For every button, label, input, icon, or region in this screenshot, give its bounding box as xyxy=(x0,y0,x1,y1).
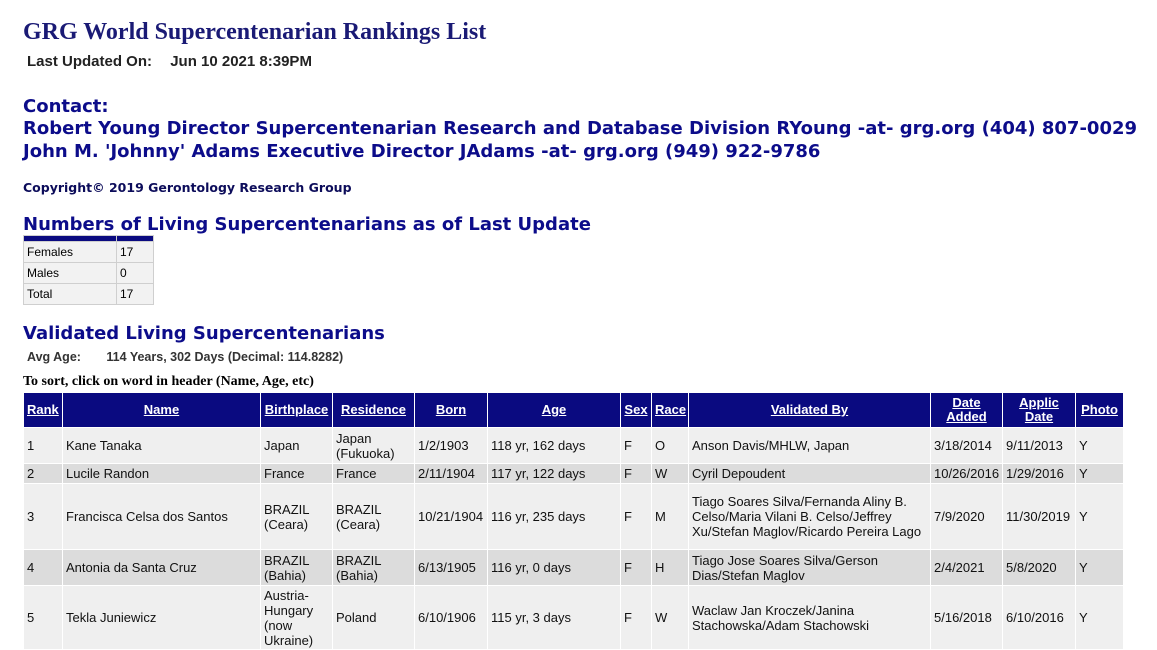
cell-applic-date: 9/11/2013 xyxy=(1003,428,1076,464)
cell-validated-by: Waclaw Jan Kroczek/Janina Stachowska/Adam Stachowski xyxy=(689,586,931,650)
page-title: GRG World Supercentenarian Rankings List xyxy=(23,19,487,45)
cell-born: 2/11/1904 xyxy=(415,464,488,484)
cell-date-added: 5/16/2018 xyxy=(931,586,1003,650)
cell-birthplace: France xyxy=(261,464,333,484)
count-label: Females xyxy=(24,242,117,263)
cell-date-added: 3/18/2014 xyxy=(931,428,1003,464)
sort-header-validated-by[interactable]: Validated By xyxy=(689,393,931,428)
cell-applic-date: 5/8/2020 xyxy=(1003,550,1076,586)
cell-born: 6/10/1906 xyxy=(415,586,488,650)
cell-name: Kane Tanaka xyxy=(63,428,261,464)
cell-name: Antonia da Santa Cruz xyxy=(63,550,261,586)
cell-date-added: 2/4/2021 xyxy=(931,550,1003,586)
cell-rank: 5 xyxy=(24,586,63,650)
count-value: 17 xyxy=(117,242,154,263)
last-updated-label: Last Updated On: xyxy=(27,53,153,70)
cell-photo: Y xyxy=(1076,586,1124,650)
cell-sex: F xyxy=(621,428,652,464)
cell-born: 6/13/1905 xyxy=(415,550,488,586)
cell-race: O xyxy=(652,428,689,464)
cell-sex: F xyxy=(621,464,652,484)
sort-header-birthplace[interactable]: Birthplace xyxy=(261,393,333,428)
table-header-row xyxy=(24,393,1124,428)
cell-sex: F xyxy=(621,586,652,650)
cell-date-added: 7/9/2020 xyxy=(931,484,1003,550)
cell-photo: Y xyxy=(1076,550,1124,586)
avg-age xyxy=(27,350,343,364)
cell-name: Lucile Randon xyxy=(63,464,261,484)
cell-photo: Y xyxy=(1076,484,1124,550)
table-row xyxy=(24,428,1124,464)
count-label: Males xyxy=(24,263,117,284)
count-label: Total xyxy=(24,284,117,305)
table-row xyxy=(24,484,1124,550)
contact-line-adams: John M. 'Johnny' Adams Executive Director JAdams -at- grg.org (949) 922-9786 xyxy=(23,141,821,162)
cell-validated-by: Tiago Soares Silva/Fernanda Aliny B. Celso/Maria Vilani B. Celso/Jeffrey Xu/Stefan Maglov/Ricardo Pereira Lago xyxy=(689,484,931,550)
cell-validated-by: Anson Davis/MHLW, Japan xyxy=(689,428,931,464)
sort-header-age[interactable]: Age xyxy=(488,393,621,428)
cell-rank: 2 xyxy=(24,464,63,484)
cell-race: H xyxy=(652,550,689,586)
cell-age: 118 yr, 162 days xyxy=(488,428,621,464)
cell-sex: F xyxy=(621,484,652,550)
cell-age: 115 yr, 3 days xyxy=(488,586,621,650)
date-added-line1[interactable]: Date xyxy=(952,395,981,410)
cell-birthplace: BRAZIL (Bahia) xyxy=(261,550,333,586)
numbers-heading: Numbers of Living Supercentenarians as of Last Update xyxy=(23,214,591,235)
cell-race: M xyxy=(652,484,689,550)
sort-header-photo[interactable]: Photo xyxy=(1076,393,1124,428)
cell-race: W xyxy=(652,586,689,650)
cell-born: 1/2/1903 xyxy=(415,428,488,464)
applic-date-line2[interactable]: Date xyxy=(1024,409,1054,424)
validated-heading: Validated Living Supercentenarians xyxy=(23,323,385,344)
cell-rank: 4 xyxy=(24,550,63,586)
cell-birthplace: Japan xyxy=(261,428,333,464)
table-row xyxy=(24,586,1124,650)
cell-residence: BRAZIL (Ceara) xyxy=(333,484,415,550)
contact-heading: Contact: xyxy=(23,96,109,117)
sort-header-born[interactable]: Born xyxy=(415,393,488,428)
date-added-line2[interactable]: Added xyxy=(946,409,987,424)
cell-age: 116 yr, 0 days xyxy=(488,550,621,586)
cell-name: Tekla Juniewicz xyxy=(63,586,261,650)
last-updated-value: Jun 10 2021 8:39PM xyxy=(170,53,312,70)
copyright-notice: Copyright© 2019 Gerontology Research Group xyxy=(23,180,352,195)
contact-line-young: Robert Young Director Supercentenarian Research and Database Division RYoung -at- grg.org (404) 807-0029 xyxy=(23,118,1138,139)
cell-date-added: 10/26/2016 xyxy=(931,464,1003,484)
count-value: 0 xyxy=(117,263,154,284)
count-row-females xyxy=(24,242,154,263)
cell-born: 10/21/1904 xyxy=(415,484,488,550)
cell-name: Francisca Celsa dos Santos xyxy=(63,484,261,550)
avg-age-label: Avg Age: xyxy=(27,350,81,364)
last-updated xyxy=(27,53,312,70)
cell-applic-date: 6/10/2016 xyxy=(1003,586,1076,650)
table-row xyxy=(24,464,1124,484)
cell-applic-date: 11/30/2019 xyxy=(1003,484,1076,550)
cell-race: W xyxy=(652,464,689,484)
sort-header-applic-date[interactable] xyxy=(1003,393,1076,428)
cell-sex: F xyxy=(621,550,652,586)
supercentenarian-table xyxy=(23,392,1124,650)
cell-age: 116 yr, 235 days xyxy=(488,484,621,550)
sort-header-rank[interactable]: Rank xyxy=(24,393,63,428)
cell-photo: Y xyxy=(1076,428,1124,464)
cell-validated-by: Tiago Jose Soares Silva/Gerson Dias/Stefan Maglov xyxy=(689,550,931,586)
sort-header-name[interactable]: Name xyxy=(63,393,261,428)
table-row xyxy=(24,550,1124,586)
sort-header-race[interactable]: Race xyxy=(652,393,689,428)
cell-rank: 1 xyxy=(24,428,63,464)
cell-validated-by: Cyril Depoudent xyxy=(689,464,931,484)
sort-header-sex[interactable]: Sex xyxy=(621,393,652,428)
cell-applic-date: 1/29/2016 xyxy=(1003,464,1076,484)
cell-birthplace: BRAZIL (Ceara) xyxy=(261,484,333,550)
cell-age: 117 yr, 122 days xyxy=(488,464,621,484)
sort-header-residence[interactable]: Residence xyxy=(333,393,415,428)
cell-birthplace: Austria-Hungary (now Ukraine) xyxy=(261,586,333,650)
applic-date-line1[interactable]: Applic xyxy=(1019,395,1059,410)
count-value: 17 xyxy=(117,284,154,305)
cell-rank: 3 xyxy=(24,484,63,550)
sort-instructions: To sort, click on word in header (Name, Age, etc) xyxy=(23,374,314,389)
cell-residence: Poland xyxy=(333,586,415,650)
avg-age-value: 114 Years, 302 Days (Decimal: 114.8282) xyxy=(106,350,344,364)
cell-photo: Y xyxy=(1076,464,1124,484)
count-row-total xyxy=(24,284,154,305)
cell-residence: Japan (Fukuoka) xyxy=(333,428,415,464)
count-row-males xyxy=(24,263,154,284)
cell-residence: BRAZIL (Bahia) xyxy=(333,550,415,586)
sort-header-date-added[interactable] xyxy=(931,393,1003,428)
cell-residence: France xyxy=(333,464,415,484)
counts-table xyxy=(23,235,154,305)
